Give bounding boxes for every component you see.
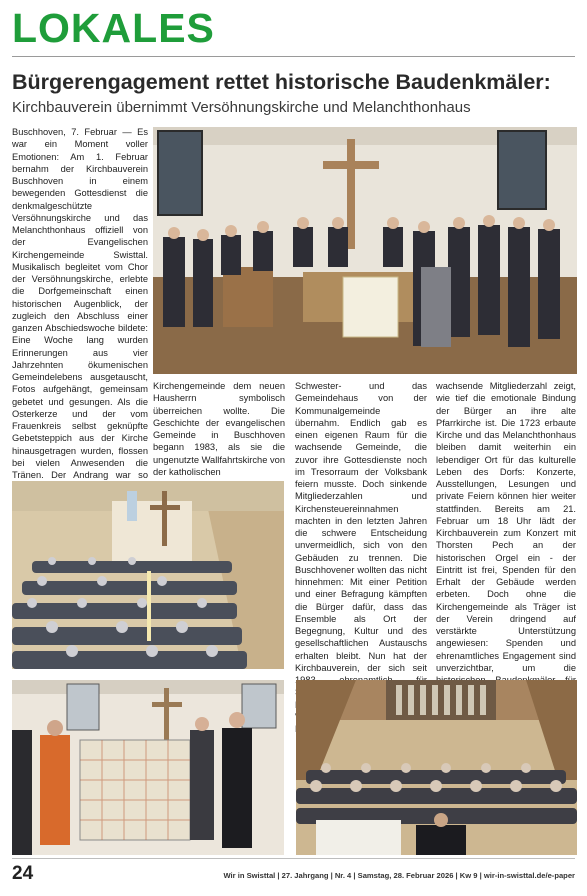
concert-photo bbox=[296, 680, 577, 855]
article-subheadline: Kirchbauverein übernimmt Versöhnungskirche und Melanchthonhaus bbox=[12, 99, 471, 116]
page-number: 24 bbox=[12, 863, 34, 884]
footer-publication-info: Wir in Swisttal | 27. Jahrgang | Nr. 4 | Samstag, 28. Februar 2026 | Kw 9 | wir-in-swisttal.de/e-paper bbox=[223, 871, 575, 880]
footer-divider bbox=[12, 858, 575, 859]
choir-photo bbox=[153, 127, 577, 374]
article-headline: Bürgerengagement rettet historische Baudenkmäler: bbox=[12, 70, 551, 94]
article-text-2: Kirchengemeinde dem neuen Hausherrn symbolisch überreichen wollte. Die Geschichte der evangelischen Gemeinde in Buschhoven begann 1983, als sie die ungenutzte Wallfahrtskirche von der katholischen bbox=[153, 381, 285, 477]
article-column-4 bbox=[436, 380, 576, 680]
article-text-3: Schwester- und das Gemeindehaus von der Kommunalgemeinde übernahm. Endlich gab es einen eigenen Raum für die wachsende Gemeinde, die zuvor ihre Gottesdienste noch im Tresorraum der Volksbank feiern musste. Doch sinkende Mitgliederzahlen und Kirchensteuereinnahmen machten in den letzten Jahren die schwere Entscheidung unvermeidlich, sich von den Gebäuden zu trennen. Die Buschhovener wollten das nicht hinnehmen: Mit einer Petition und einer Befragung kämpften die Bürger dafür, dass das Ensemble als Ort der Begegnung, Kultur und des gesellschaftlichen Austauschs erhalten bleibt. Nun hat der Kirchbauverein, der sich seit bbox=[295, 381, 427, 673]
prayer-carpet-photo bbox=[12, 680, 284, 855]
top-divider bbox=[12, 56, 575, 57]
article-column-2 bbox=[153, 380, 285, 480]
section-title: LOKALES bbox=[12, 5, 215, 51]
article-column-1 bbox=[12, 126, 148, 480]
article-text-1: Buschhoven, 7. Februar — Es war ein Moment voller Emotionen: Am 1. Februar bernahm der Kirchbauverein Buschhoven in einem bewegenden Gottesdienst die denkmalgeschützte Versöhnungskirche und das Melanchthonhaus offiziell von der Evangelischen Kirchengemeinde Swisttal. Musikalisch begleitet vom Chor der Versöhnungskirche, erlebte die Dorfgemeinschaft einen historischen Augenblick, der zugleich den Abschluss einer ganzen Abschiedswoche bildete: Eine Woche lang wurden Erinnerungen aus vier Jahrzehnten ökumenischen Gemeindelebens ausgetauscht, Fotos aufgehängt, gemeinsam gebetet und gesungen. Als die Osterkerze und der vom Frauenkreis selbst geknüpfte Gebetsteppich aus der Kirche hinausgetragen wurden, flossen bei vielen Anwesenden die Tränen. Der Andrang war so bbox=[12, 127, 148, 480]
article-text-4: wachsende Mitgliederzahl zeigt, wie tief die emotionale Bindung der Bürger an ihre alte Pfarrkirche ist. Die 1723 erbaute Kirche und das Melanchthonhaus bleiben damit weiterhin ein lebendiger Ort für das kulturelle Leben des Dorfs: Konzerte, Ausstellungen, Lesungen und private Feiern können hier weiter stattfinden. Bereits am 21. Februar um 18 Uhr lädt der Kirchbauverein zum Konzert mit Thorsten Pech an der historischen Orgel ein - der Eintritt ist frei, Spenden für den Erhalt der Gebäude werden erbeten. Doch ohne die Kirchengemeinde als Träger ist der Verein dringend auf verstärkte Unterstützung angewiesen: Spenden und ehrenamtliches Engagement sind unverzichtbar, um die bbox=[436, 381, 576, 673]
congregation-photo bbox=[12, 481, 284, 669]
article-column-3 bbox=[295, 380, 427, 680]
